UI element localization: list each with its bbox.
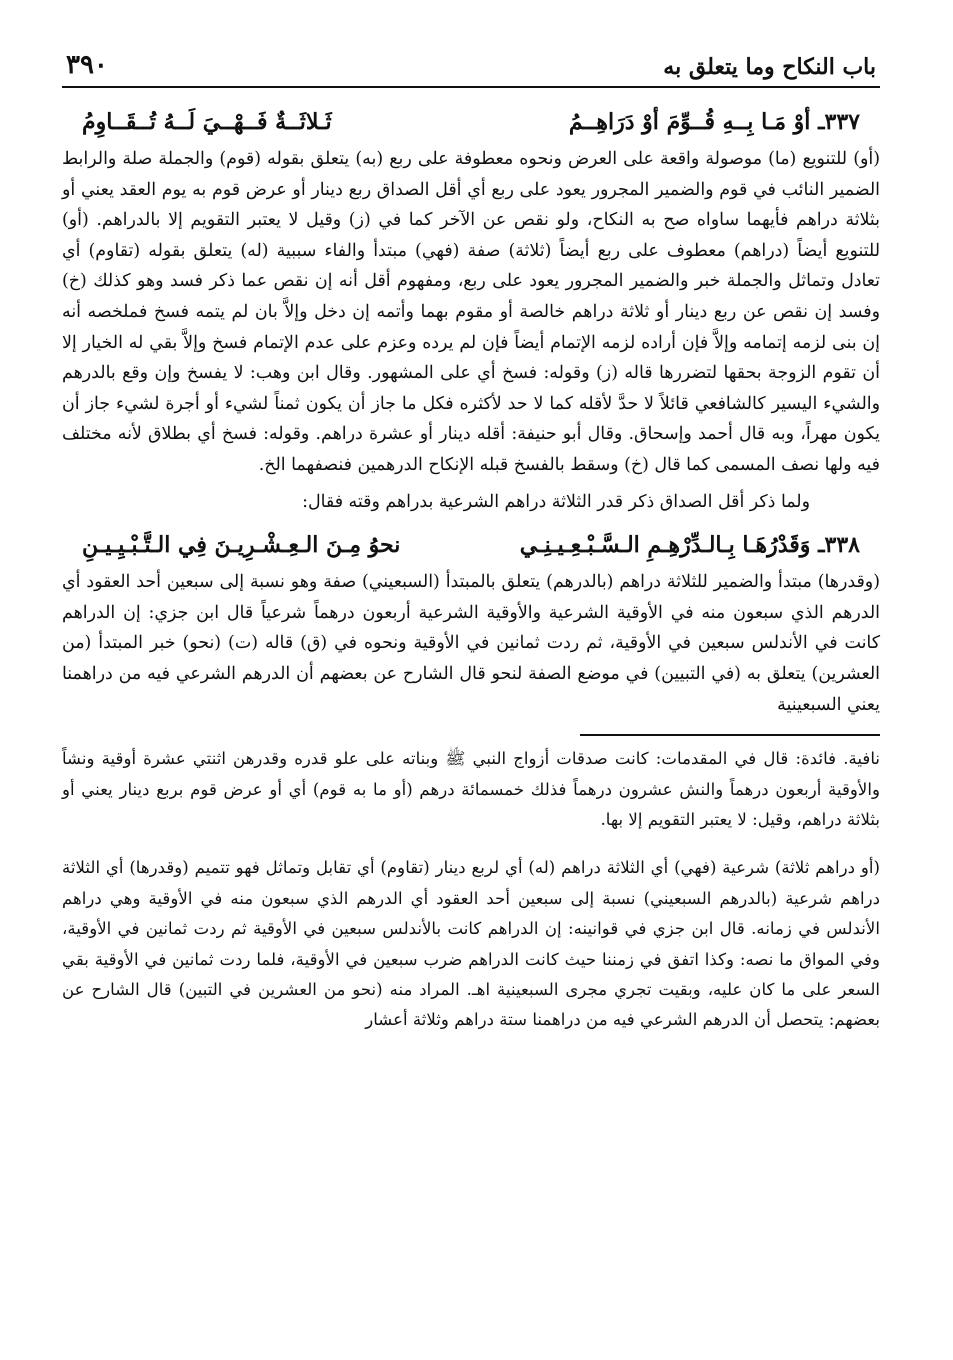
main-text xyxy=(62,100,880,1036)
verse-338-right xyxy=(520,523,860,567)
page-number: ٣٩٠ xyxy=(66,50,108,80)
verse-number: ٣٣٨ـ xyxy=(818,532,860,559)
commentary-paragraph: (أو) للتنويع (ما) موصولة واقعة على العرض ونحوه معطوفة على ربع (به) يتعلق بقوله (قوم) والجملة صلة والرابط الضمير النائب في قوم والضمير المجرور يعود على ربع أي أقل الصداق ربع دينار أو عرض قوم به يوم العقد يعني أو بثلاثة دراهم فأيهما ساواه صح به النكاح، ولو نقص عن الآخر كما في (ز) وقيل لا يعتبر التقويم إلا بالدراهم. (أو) للتنويع أيضاً (دراهم) معطوف على ربع أيضاً (ثلاثة) صفة (فهي) مبتدأ والفاء سببية (له) يتعلق بقوله (تقاوم) أي تعادل وتماثل والجملة خبر والضمير المجرور يعود على ربع، ومفهوم أقل أنه إن نقص عما ذكر فسد وهو كذلك (خ) وفسد إن نقص عن ربع دينار أو ثلاثة دراهم خالصة أو مقوم بهما وأتمه إن دخل وإلاَّ بان لم يتمه فسخ فملخصه أنه إن بنى لزمه إتمامه وإلاَّ فإن أراده لزمه الإتمام أيضاً فإن لم يرده وعزم على عدم الإتمام فسخ وإلاَّ بقي له الخيار إلا أن تقوم الزوجة بحقها لتضررها قاله (ز) وقوله: فسخ أي على المشهور. وقال ابن وهب: لا يفسخ وإن وقع بالدرهم والشيء اليسير كالشافعي قائلاً لا حدَّ لأقله كما لا حد لأكثره فكل ما جاز أن يكون ثمناً لشيء أو أجرة لشيء جاز أن يكون مهراً، وبه قال أحمد وإسحاق. وقال أبو حنيفة: أقله دينار أو عشرة دراهم. وقوله: فسخ أي بطلاق لأنه مختلف فيه ولها نصف المسمى كما قال (خ) وسقط بالفسخ قبله الإنكاح الدرهمين فنصفهما الخ. xyxy=(62,149,880,475)
footnote: (أو دراهم ثلاثة) شرعية (فهي) أي الثلاثة دراهم (له) أي لربع دينار (تقاوم) أي تقابل وتماثل فهو تتميم (وقدرها) أي الثلاثة دراهم شرعية (بالدرهم السبعيني) نسبة إلى سبعين أحد العقود أي الدرهم الذي سبعون منه في الأوقية وهي دراهم الأندلس في زمانه. قال ابن جزي في قوانينه: إن الدراهم كانت بالأندلس سبعين في الأوقية ثم ردت ثمانين في الأوقية، وفي المواق ما نصه: وكذا اتفق في زمننا حيث كانت الدراهم ضرب سبعين في الأوقية، فلما ردت ثمانين في الأوقية بقي السعر على ما كان عليه، وبقيت تجري مجرى السبعينية اهـ. المراد منه (نحو من العشرين في التبين) قال الشارح عن بعضهم: يتحصل أن الدرهم الشرعي فيه من دراهمنا ستة دراهم وثلاثة أعشار xyxy=(62,858,880,1030)
transition-sentence: ولما ذكر أقل الصداق ذكر قدر الثلاثة دراهم الشرعية بدراهم وقته فقال: xyxy=(302,491,810,512)
verse-337 xyxy=(62,100,880,144)
commentary-paragraph: (وقدرها) مبتدأ والضمير للثلاثة دراهم (بالدرهم) يتعلق بالمبتدأ (السبعيني) صفة وهو نسبة إلى سبعين أحد العقود أي الدرهم الذي سبعون منه في الأوقية الشرعية والأوقية الشرعية أربعون درهماً شرعياً قال ابن جزي: إن الدراهم كانت في الأندلس سبعين في الأوقية، ثم ردت ثمانين في الأوقية ونحوه في (ق) قاله (ت) (نحو) خبر المبتدأ (من العشرين) يتعلق به (في التبيين) في موضع الصفة لنحو قال الشارح عن بعضهم أن الدرهم الشرعي فيه من دراهمنا يعني السبعينية xyxy=(62,572,880,715)
page-header xyxy=(62,30,880,88)
book-page xyxy=(62,30,880,1348)
footnote-divider xyxy=(580,734,880,736)
verse-338 xyxy=(62,523,880,567)
verse-number: ٣٣٧ـ xyxy=(818,109,860,135)
chapter-title: باب النكاح وما يتعلق به xyxy=(663,54,876,80)
verse-hemistich: ثَـلاثَــةٌ فَــهْــيَ لَــهُ تُــقَــاوِمُ xyxy=(82,109,332,135)
verse-hemistich: وَقَدْرُهَـا بِـالـدِّرْهِـمِ الـسَّـبْـعِـيـنِـي xyxy=(519,532,811,559)
footnote: نافية. فائدة: قال في المقدمات: كانت صدقات أزواج النبي ﷺ وبناته على علو قدره وقدرهن اثنتي عشرة أوقية ونشاً والأوقية أربعون درهماً والنش عشرون درهماً فذلك خمسمائة درهم (أو ما به قوم) أي أو عرض قوم بربع دينار يعني أو بثلاثة دراهم، وقيل: لا يعتبر التقويم إلا بها. xyxy=(62,749,880,829)
verse-337-right xyxy=(569,100,860,144)
verse-hemistich: نحوُ مِـنَ الـعِـشْـرِيـنَ فِي الـتَّـبْـيِـيـنِ xyxy=(82,532,401,559)
verse-hemistich: أوْ مَـا بِــهِ قُــوِّمَ أوْ دَرَاهِــمُ xyxy=(568,109,811,135)
